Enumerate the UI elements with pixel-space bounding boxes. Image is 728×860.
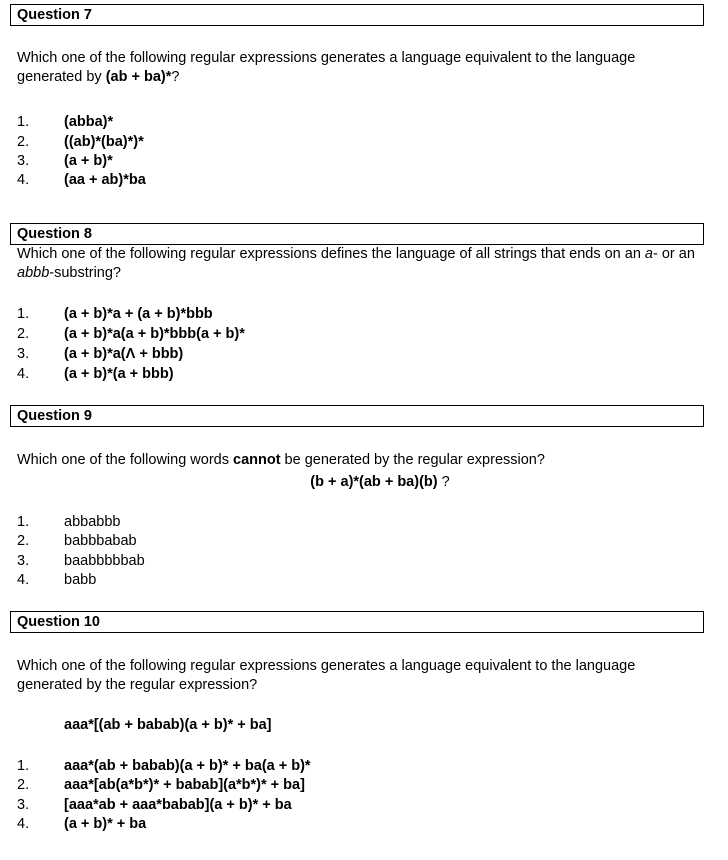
- question-7-expression: (ab + ba)*: [105, 69, 172, 85]
- question-8-header: Question 8: [10, 223, 704, 245]
- question-10-header: Question 10: [10, 611, 704, 633]
- question-8-stem-line-2: abbb-substring?: [17, 265, 121, 281]
- question-9-header: Question 9: [10, 405, 704, 427]
- question-10-stem: [17, 657, 697, 695]
- question-7-stem-line-2: generated by (ab + ba)*?: [17, 69, 180, 85]
- question-9-emphasis: cannot: [233, 452, 281, 468]
- question-7-stem-line-1: Which one of the following regular expressions generates a language equivalent to the language: [17, 50, 636, 66]
- question-8-stem-line-1: Which one of the following regular expressions defines the language of all strings that ends on an a- or an: [17, 246, 695, 262]
- question-9-expression: (b + a)*(ab + ba)(b) ?: [310, 474, 450, 490]
- question-10-stem-line-2: generated by the regular expression?: [17, 677, 258, 693]
- question-7-stem: [17, 49, 697, 87]
- question-10-stem-line-1: Which one of the following regular expressions generates a language equivalent to the language: [17, 658, 636, 674]
- question-9-stem: Which one of the following words cannot be generated by the regular expression?: [17, 452, 545, 468]
- question-8-stem: [17, 245, 707, 283]
- question-7-header: Question 7: [10, 4, 704, 26]
